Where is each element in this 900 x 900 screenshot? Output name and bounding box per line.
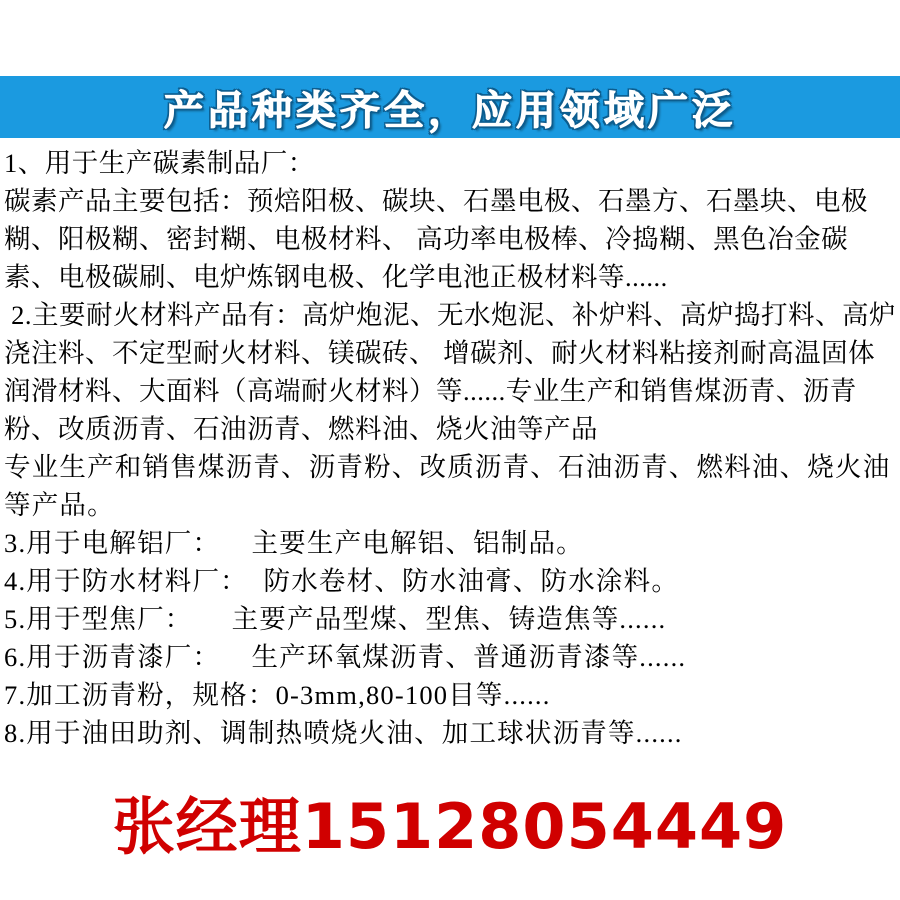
content-line-1: 1、用于生产碳素制品厂：	[4, 148, 315, 178]
contact-block	[0, 777, 900, 866]
content-line-9: 7.加工沥青粉，规格：0-3mm,80-100目等......	[4, 680, 551, 710]
banner	[0, 76, 900, 138]
content-line-3: 2.主要耐火材料产品有：高炉炮泥、无水炮泥、补炉料、高炉捣打料、高炉浇注料、不定型耐火材料、镁碳砖、 增碳剂、耐火材料粘接剂耐高温固体润滑材料、大面料（高端耐火材料）等......专业生产和销售煤沥青、沥青粉、改质沥青、石油沥青、燃料油、烧火油等产品	[4, 300, 896, 444]
contact-name: 张经理	[112, 790, 302, 863]
content-body	[0, 144, 900, 752]
content-line-2: 碳素产品主要包括：预焙阳极、碳块、石墨电极、石墨方、石墨块、电极糊、阳极糊、密封糊、电极材料、 高功率电极棒、冷捣糊、黑色冶金碳素、电极碳刷、电炉炼钢电极、化学电池正极材料等......	[4, 186, 868, 292]
content-line-10: 8.用于油田助剂、调制热喷烧火油、加工球状沥青等......	[4, 718, 683, 748]
contact-phone: 15128054449	[301, 790, 788, 863]
banner-title: 产品种类齐全，应用领域广泛	[164, 87, 736, 134]
content-line-4: 专业生产和销售煤沥青、沥青粉、改质沥青、石油沥青、燃料油、烧火油等产品。	[4, 452, 891, 520]
content-line-6: 4.用于防水材料厂： 防水卷材、防水油膏、防水涂料。	[4, 566, 680, 596]
content-line-7: 5.用于型焦厂： 主要产品型煤、型焦、铸造焦等......	[4, 604, 667, 634]
content-line-5: 3.用于电解铝厂： 主要生产电解铝、铝制品。	[4, 528, 584, 558]
content-line-8: 6.用于沥青漆厂： 生产环氧煤沥青、普通沥青漆等......	[4, 642, 687, 672]
